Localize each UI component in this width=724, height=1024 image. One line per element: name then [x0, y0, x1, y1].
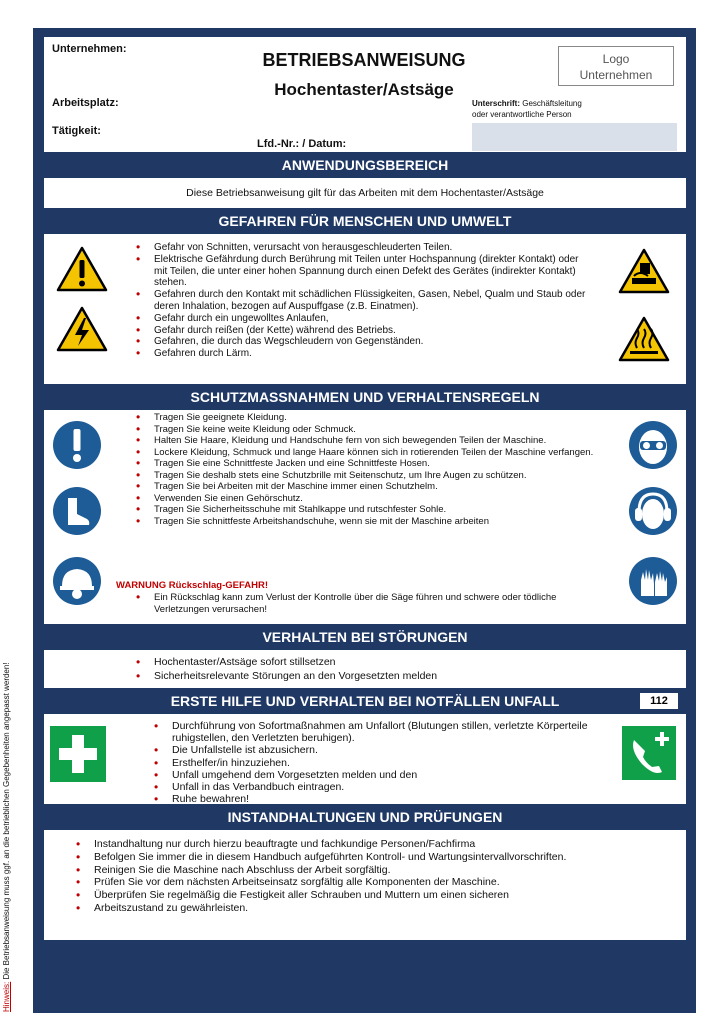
list-item: • Hochentaster/Astsäge sofort stillsetzen [134, 655, 534, 669]
list-item: • Reinigen Sie die Maschine nach Abschluss der Arbeit sorgfältig. [74, 864, 674, 877]
list-item: • Die Unfallstelle ist abzusichern. [152, 744, 602, 756]
emergency-number-badge: 112 [640, 693, 678, 709]
list-item: • Gefahr von Schnitten, verursacht von herausgeschleuderten Teilen. [134, 242, 594, 254]
list-item: • Durchführung von Sofortmaßnahmen am Unfallort (Blutungen stillen, verletzte Körperteile ruhigstellen, den Verletzten beruhigen). [152, 720, 602, 744]
section-title-first-aid [44, 690, 686, 712]
hazards-list [134, 242, 594, 360]
side-note [2, 592, 11, 1012]
list-item: • Tragen Sie Sicherheitsschuhe mit Stahlkappe und rutschfester Sohle. [134, 504, 609, 516]
activity-label: Tätigkeit: [52, 125, 101, 137]
list-item: • Verwenden Sie einen Gehörschutz. [134, 493, 609, 505]
list-item: • Tragen Sie bei Arbeiten mit der Maschine immer einen Schutzhelm. [134, 481, 609, 493]
number-date-label: Lfd.-Nr.: / Datum: [257, 138, 347, 150]
hot-surface-warning-icon [618, 316, 670, 362]
list-item: • Befolgen Sie immer die in diesem Handbuch aufgeführten Kontroll- und Wartungsintervallvorschriften. [74, 851, 674, 864]
signature-text: Geschäftsleitung [520, 99, 582, 108]
hearing-protection-icon [628, 486, 678, 536]
list-item: • Arbeitszustand zu gewährleisten. [74, 902, 674, 915]
workplace-label: Arbeitsplatz: [52, 97, 119, 109]
logo-line1: Logo [602, 52, 630, 66]
list-item: • Tragen Sie eine Schnittfeste Jacken und eine Schnittfeste Hosen. [134, 458, 609, 470]
malfunction-box [44, 650, 686, 688]
list-item: • Tragen Sie geeignete Kleidung. [134, 412, 609, 424]
list-item: • Gefahren durch Lärm. [134, 348, 594, 360]
page-title: BETRIEBSANWEISUNG [262, 50, 466, 70]
list-item: • Ein Rückschlag kann zum Verlust der Kontrolle über die Säge führen und schwere oder tödliche Verletzungen verursachen! [134, 592, 609, 615]
first-aid-list [152, 720, 602, 805]
list-item: • Ruhe bewahren! [152, 793, 602, 805]
page-subtitle: Hochentaster/Astsäge [274, 80, 454, 99]
list-item: • Elektrische Gefährdung durch Berührung mit Teilen unter Hochspannung (direkter Kontakt) oder mit Teilen, die unter einer hohen Spannung durch einen Defekt des Gerätes (indirekter Kontakt) stehen. [134, 254, 594, 289]
signature-label-bold: Unterschrift: [472, 99, 521, 108]
list-item: • Lockere Kleidung, Schmuck und lange Haare können sich in rotierenden Teilen der Maschine verfangen. [134, 447, 609, 459]
scope-box [44, 178, 686, 208]
list-item: • Ersthelfer/in hinzuziehen. [152, 757, 602, 769]
document-body [44, 37, 686, 940]
hard-hat-icon [52, 556, 102, 606]
list-item: • Gefahren, die durch das Wegschleudern von Gegenständen. [134, 336, 594, 348]
company-label: Unternehmen: [52, 43, 127, 55]
list-item: • Gefahr durch reißen (der Kette) während des Betriebs. [134, 325, 594, 337]
emergency-phone-icon [622, 726, 676, 780]
general-warning-icon [56, 246, 108, 292]
list-item: • Instandhaltung nur durch hierzu beauftragte und fachkundige Personen/Fachfirma [74, 838, 674, 851]
kickback-warning-list [134, 592, 609, 615]
malfunction-list [134, 655, 534, 683]
list-item: • Tragen Sie keine weite Kleidung oder Schmuck. [134, 424, 609, 436]
mandatory-general-icon [52, 420, 102, 470]
list-item: • Gefahr durch ein ungewolltes Anlaufen, [134, 313, 594, 325]
signature-label [472, 98, 672, 120]
first-aid-icon [50, 726, 106, 782]
list-item: • Prüfen Sie vor dem nächsten Arbeitseinsatz sorgfältig alle Komponenten der Maschine. [74, 876, 674, 889]
header [44, 37, 686, 152]
side-note-text: Die Betriebsanweisung muss ggf. an die betrieblichen Gegebenheiten angepasst werden! [2, 662, 11, 982]
safety-boots-icon [52, 486, 102, 536]
list-item: • Sicherheitsrelevante Störungen an den Vorgesetzten melden [134, 669, 534, 683]
first-aid-title: ERSTE HILFE UND VERHALTEN BEI NOTFÄLLEN UNFALL [170, 693, 560, 709]
maintenance-list [74, 838, 674, 915]
kickback-warning-title: WARNUNG Rückschlag-GEFAHR! [116, 580, 269, 591]
logo-placeholder [558, 46, 674, 86]
logo-line2: Unternehmen [579, 68, 653, 82]
list-item: • Überprüfen Sie regelmäßig die Festigkeit aller Schrauben und Muttern um einen sicheren [74, 889, 674, 902]
list-item: • Tragen Sie deshalb stets eine Schutzbrille mit Seitenschutz, um Ihre Augen zu schützen. [134, 470, 609, 482]
section-title-malfunction: VERHALTEN BEI STÖRUNGEN [44, 626, 686, 648]
eye-protection-icon [628, 420, 678, 470]
signature-text2: oder verantwortliche Person [472, 110, 572, 119]
section-title-scope: ANWENDUNGSBEREICH [44, 154, 686, 176]
hazards-box [44, 234, 686, 384]
list-item: • Unfall in das Verbandbuch eintragen. [152, 781, 602, 793]
hand-injury-warning-icon [618, 248, 670, 294]
section-title-hazards: GEFAHREN FÜR MENSCHEN UND UMWELT [44, 210, 686, 232]
electric-hazard-icon [56, 306, 108, 352]
side-note-hint: Hinweis: [2, 981, 11, 1012]
section-title-protection: SCHUTZMASSNAHMEN UND VERHALTENSREGELN [44, 386, 686, 408]
list-item: • Gefahren durch den Kontakt mit schädlichen Flüssigkeiten, Gasen, Nebel, Qualm und Staub oder deren Inhalation, bezogen auf Auspuffgase (z.B. Einatmen). [134, 289, 594, 313]
list-item: • Tragen Sie schnittfeste Arbeitshandschuhe, wenn sie mit der Maschine arbeiten [134, 516, 609, 528]
list-item: • Halten Sie Haare, Kleidung und Handschuhe fern von sich bewegenden Teilen der Maschine. [134, 435, 609, 447]
list-item: • Unfall umgehend dem Vorgesetzten melden und den [152, 769, 602, 781]
protection-box [44, 410, 686, 624]
maintenance-box [44, 830, 686, 940]
section-title-maintenance: INSTANDHALTUNGEN UND PRÜFUNGEN [44, 806, 686, 828]
scope-text: Diese Betriebsanweisung gilt für das Arbeiten mit dem Hochentaster/Astsäge [186, 187, 544, 199]
protective-gloves-icon [628, 556, 678, 606]
first-aid-box [44, 714, 686, 804]
protection-list [134, 412, 609, 527]
signature-field[interactable] [472, 123, 677, 151]
